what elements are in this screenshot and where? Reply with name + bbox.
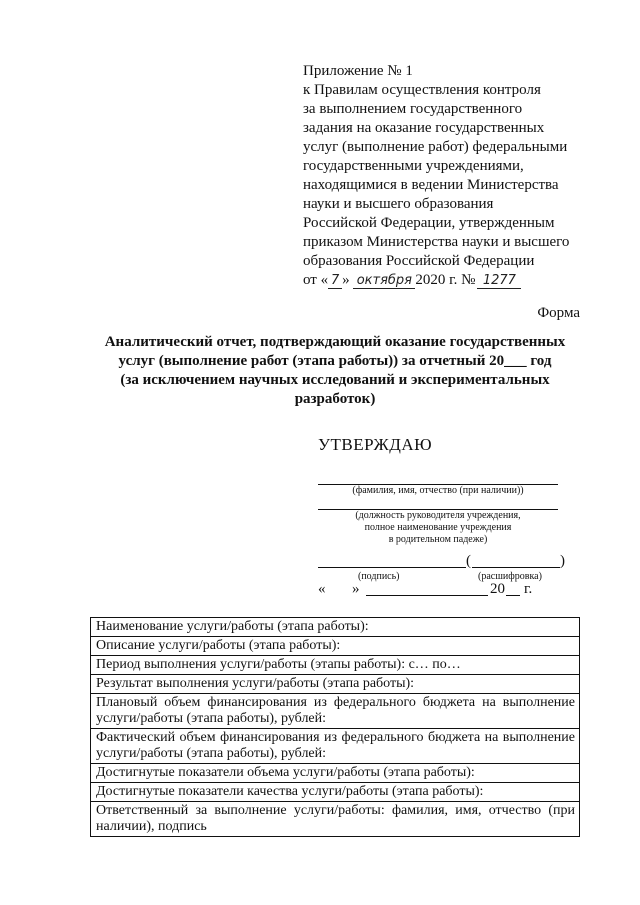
- table-row: [91, 729, 580, 764]
- position-caption: [318, 510, 558, 546]
- table-row: [91, 675, 580, 694]
- table-row: [91, 694, 580, 729]
- title-line: разработок): [294, 391, 376, 407]
- year-prefix: 20: [490, 581, 505, 597]
- signature-caption: (подпись): [358, 571, 400, 582]
- year-line: [506, 595, 520, 596]
- table-row: [91, 637, 580, 656]
- title-line: Аналитический отчет, подтверждающий оказание государственных: [104, 334, 566, 350]
- table-cell: Плановый объем финансирования из федерального бюджета на выполнение услуги/работы (этапа работы), рублей:: [91, 694, 580, 729]
- appendix-line: Приложение № 1: [303, 63, 413, 79]
- table-row: [91, 802, 580, 837]
- appendix-line: государственными учреждениями,: [303, 158, 524, 174]
- form-label: Форма: [537, 305, 580, 321]
- position-caption-line: полное наименование учреждения: [364, 522, 512, 533]
- table-cell: Наименование услуги/работы (этапа работы):: [91, 618, 580, 637]
- year-suffix: г.: [524, 581, 533, 597]
- table-row: [91, 764, 580, 783]
- appendix-line: за выполнением государственного: [303, 101, 523, 117]
- table-cell: Период выполнения услуги/работы (этапы работы): с… по…: [91, 656, 580, 675]
- decoding-caption: (расшифровка): [478, 571, 542, 582]
- table-cell: Описание услуги/работы (этапа работы):: [91, 637, 580, 656]
- report-table: [90, 617, 580, 837]
- approval-fields: [318, 470, 558, 546]
- fio-caption: (фамилия, имя, отчество (при наличии)): [352, 485, 524, 496]
- document-title: [85, 333, 585, 409]
- date-quote-open: «: [318, 581, 326, 597]
- date-prefix: от «: [303, 272, 329, 288]
- appendix-line: к Правилам осуществления контроля: [303, 82, 541, 98]
- appendix-line: задания на оказание государственных: [303, 120, 545, 136]
- table-row: [91, 618, 580, 637]
- date-quote-close: »: [342, 272, 350, 288]
- date-year: 2020 г. №: [415, 272, 476, 288]
- fio-line: [318, 470, 558, 485]
- approval-date-row: [318, 581, 578, 601]
- table-row: [91, 783, 580, 802]
- paren-open: (: [466, 553, 471, 569]
- handwritten-order-number: 1277: [477, 273, 521, 289]
- appendix-line: науки и высшего образования: [303, 196, 494, 212]
- paren-close: ): [560, 553, 565, 569]
- month-line: [366, 595, 488, 596]
- approve-heading: УТВЕРЖДАЮ: [318, 435, 433, 454]
- decoding-line: [472, 553, 560, 568]
- position-caption-line: в родительном падеже): [388, 534, 488, 545]
- table-cell: Ответственный за выполнение услуги/работы: фамилия, имя, отчество (при наличии), подпись: [91, 802, 580, 837]
- signature-line: [318, 553, 466, 568]
- table-cell: Фактический объем финансирования из федерального бюджета на выполнение услуги/работы (этапа работы), рублей:: [91, 729, 580, 764]
- order-date-line: [303, 271, 603, 290]
- table-cell: Достигнутые показатели объема услуги/работы (этапа работы):: [91, 764, 580, 783]
- handwritten-month: октября: [353, 273, 415, 289]
- appendix-line: Российской Федерации, утвержденным: [303, 215, 555, 231]
- table-row: [91, 656, 580, 675]
- position-caption-line: (должность руководителя учреждения,: [355, 510, 521, 521]
- appendix-line: образования Российской Федерации: [303, 253, 535, 269]
- date-quote-close: »: [352, 581, 360, 597]
- appendix-block: [303, 62, 603, 290]
- appendix-line: услуг (выполнение работ) федеральными: [303, 139, 568, 155]
- title-line: (за исключением научных исследований и экспериментальных: [120, 372, 550, 388]
- appendix-line: приказом Министерства науки и высшего: [303, 234, 570, 250]
- position-line: [318, 497, 558, 510]
- appendix-line: находящимися в ведении Министерства: [303, 177, 559, 193]
- table-cell: Результат выполнения услуги/работы (этапа работы):: [91, 675, 580, 694]
- handwritten-day: 7: [328, 273, 342, 289]
- title-line: услуг (выполнение работ (этапа работы)) за отчетный 20___ год: [118, 353, 552, 369]
- table-cell: Достигнутые показатели качества услуги/работы (этапа работы):: [91, 783, 580, 802]
